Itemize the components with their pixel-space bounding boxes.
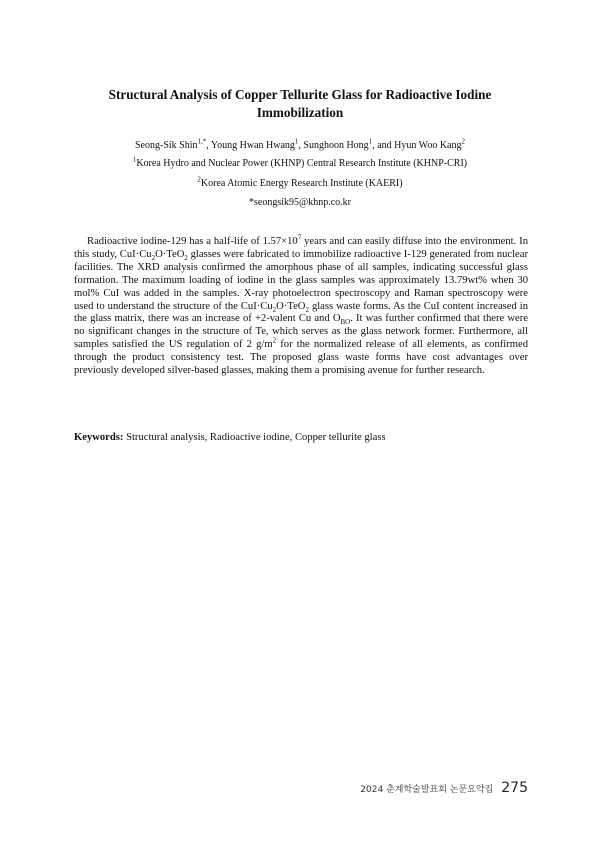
formula-dot: · xyxy=(162,248,167,260)
exponent: 2 xyxy=(272,336,277,345)
formula-cu2o: O xyxy=(276,300,284,312)
exponent: 7 xyxy=(297,233,302,242)
author-affil-mark: 1 xyxy=(368,137,373,146)
affiliation-1 xyxy=(60,157,540,170)
subscript: BO xyxy=(340,318,351,327)
subscript: 2 xyxy=(272,305,277,314)
keywords-label: Keywords: xyxy=(74,432,124,443)
keywords-line xyxy=(74,431,528,444)
paper-title: Structural Analysis of Copper Tellurite Glass for Radioactive Iodine Immobilization xyxy=(108,87,492,120)
author-list xyxy=(60,139,540,152)
page-number: 275 xyxy=(501,780,528,796)
proceedings-title: 2024 춘계학술발표회 논문요약집 xyxy=(360,785,494,795)
page-footer xyxy=(360,780,528,796)
corresponding-email: *seongsik95@khnp.co.kr xyxy=(249,197,351,208)
author-affil-mark: 1 xyxy=(294,137,299,146)
affiliation-text: Korea Atomic Energy Research Institute (KAERI) xyxy=(200,178,403,189)
author-affil-mark: 1,* xyxy=(197,137,207,146)
formula-cu2o: O xyxy=(155,248,163,260)
affiliation-mark: 1 xyxy=(132,155,137,164)
author-affil-mark: 2 xyxy=(461,137,465,146)
author-separator: , xyxy=(206,140,211,151)
formula-dot: · xyxy=(135,248,140,260)
abstract-text: years and can easily diffuse into the environment. In this study, CuI xyxy=(74,236,528,260)
author-separator: , xyxy=(298,140,304,151)
abstract-text: . It was further confirmed that there were no significant changes in the structure of Te, which serves as the glass network former. Furthermore, all samples satisfied the US regulation of 2 g/m xyxy=(74,313,528,351)
affiliation-mark: 2 xyxy=(197,175,201,184)
author-name: Sunghoon Hong xyxy=(303,140,369,151)
formula-cu2o: Cu xyxy=(260,300,273,312)
author-separator: , and xyxy=(372,140,395,151)
abstract-body xyxy=(74,233,529,378)
abstract-text: Radioactive iodine-129 has a half-life of 1.57×10 xyxy=(87,236,298,247)
abstract-text: for the normalized release of all elements, as confirmed through the product consistency test. The proposed glass waste forms have cost advantages over previously developed silver-based glasses, making them a promising avenue for further research. xyxy=(74,339,528,377)
formula-teo2: TeO xyxy=(287,300,306,312)
abstract-text: glasses were fabricated to immobilize radioactive I-129 generated from nuclear facilities. The XRD analysis confirmed the amorphous phase of all samples, indicating successful glass formation. The maximum loading of iodine in the glass samples was approximately 13.79wt% when 30 mol% CuI was added in the samples. X-ray photoelectron spectroscopy and Raman spectroscopy were used to understand the structure of the CuI xyxy=(74,248,528,312)
subscript: 2 xyxy=(305,305,309,314)
affiliation-2 xyxy=(60,177,540,190)
keywords-text: Structural analysis, Radioactive iodine, Copper tellurite glass xyxy=(123,432,386,443)
formula-teo2: TeO xyxy=(166,248,185,260)
formula-cu2o: Cu xyxy=(139,248,152,260)
affiliation-text: Korea Hydro and Nuclear Power (KHNP) Central Research Institute (KHNP-CRI) xyxy=(136,158,468,169)
abstract-text: glass waste forms. As the CuI content increased in the glass matrix, there was an increase of +2-valent Cu and O xyxy=(74,300,529,325)
formula-dot: · xyxy=(283,300,288,312)
formula-dot: · xyxy=(256,300,261,312)
subscript: 2 xyxy=(151,254,156,263)
author-name: Young Hwan Hwang xyxy=(210,140,295,151)
author-name: Seong-Sik Shin xyxy=(135,140,198,151)
author-name: Hyun Woo Kang xyxy=(394,140,462,151)
subscript: 2 xyxy=(184,254,188,263)
